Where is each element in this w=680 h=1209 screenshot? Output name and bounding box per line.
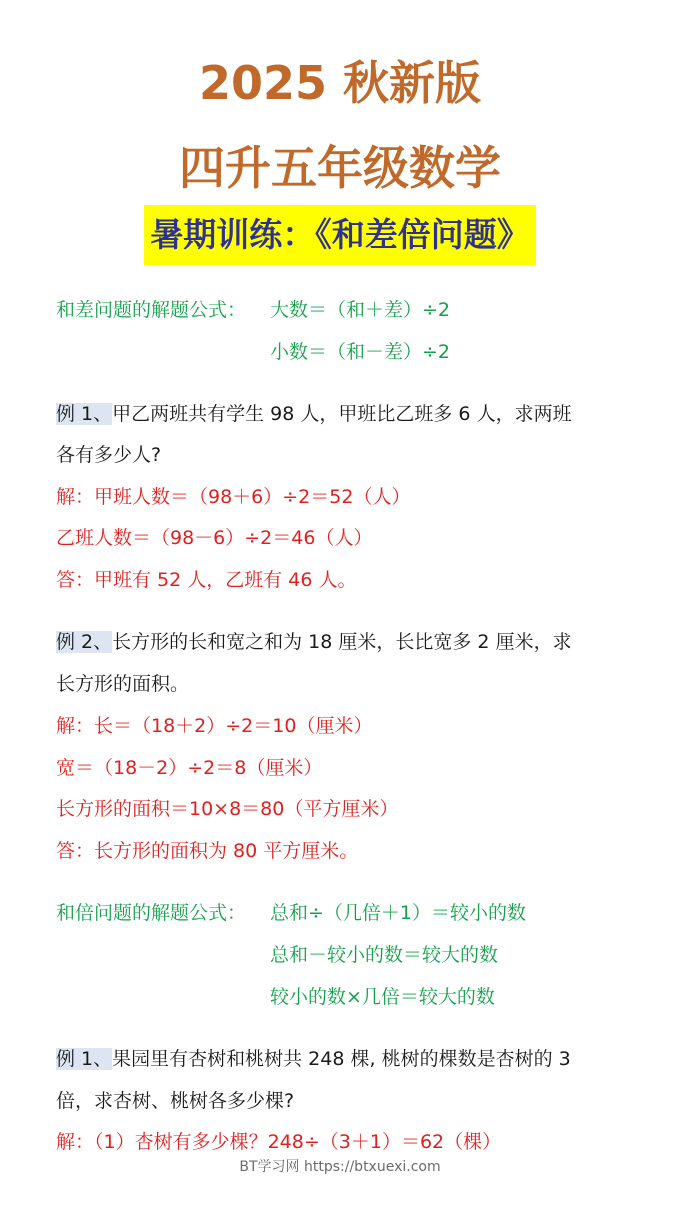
subtitle-highlighted: 暑期训练：《和差倍问题》 [144, 205, 536, 265]
example-1-tag: 例 1、 [56, 403, 113, 425]
example-3-tag: 例 1、 [56, 1048, 113, 1070]
example-1-answer: 答：甲班有 52 人，乙班有 46 人。 [56, 569, 357, 591]
diff-formula-label: 和差问题的解题公式： [56, 299, 247, 321]
example-1-question-text: 甲乙两班共有学生 98 人，甲班比乙班多 6 人，求两班 [112, 403, 572, 425]
example-2-question-line-1 [56, 629, 572, 655]
example-3-question-line-2: 倍，求杏树、桃树各多少棵? [56, 1090, 295, 1112]
example-3-question-text: 果园里有杏树和桃树共 248 棵, 桃树的棵数是杏树的 3 [112, 1048, 571, 1070]
example-2-solution-line-1: 解：长＝（18＋2）÷2＝10（厘米） [56, 715, 373, 737]
example-3-solution-line-1: 解：（1）杏树有多少棵？248÷（3＋1）＝62（棵） [56, 1131, 502, 1153]
multiple-formula-label: 和倍问题的解题公式： [56, 902, 247, 924]
multiple-formula-line-2: 总和－较小的数＝较大的数 [270, 944, 499, 966]
diff-formula-line-2: 小数＝（和－差）÷2 [270, 341, 451, 363]
example-3-question-line-1 [56, 1046, 571, 1072]
subtitle-container [0, 205, 680, 265]
multiple-formula-line-3: 较小的数×几倍＝较大的数 [270, 986, 495, 1008]
example-2-question-line-2: 长方形的面积。 [56, 673, 190, 695]
example-2-tag: 例 2、 [56, 631, 113, 653]
example-1-question-line-2: 各有多少人? [56, 444, 162, 466]
example-2-solution-line-3: 长方形的面积＝10×8＝80（平方厘米） [56, 798, 399, 820]
title-line-2: 四升五年级数学 [179, 141, 501, 195]
multiple-formula-line-1: 总和÷（几倍＋1）＝较小的数 [270, 902, 527, 924]
example-2-answer: 答：长方形的面积为 80 平方厘米。 [56, 840, 359, 862]
title-line-1: 2025 秋新版 [198, 56, 482, 110]
example-2-solution-line-2: 宽＝（18－2）÷2＝8（厘米） [56, 757, 323, 779]
footer-watermark: BT学习网 https://btxuexi.com [239, 1159, 441, 1175]
example-1-solution-line-1: 解：甲班人数＝（98＋6）÷2＝52（人） [56, 486, 411, 508]
example-1-solution-line-2: 乙班人数＝（98－6）÷2＝46（人） [56, 527, 373, 549]
example-1-question-line-1 [56, 401, 572, 427]
diff-formula-line-1: 大数＝（和＋差）÷2 [270, 299, 451, 321]
example-2-question-text: 长方形的长和宽之和为 18 厘米，长比宽多 2 厘米，求 [112, 631, 572, 653]
